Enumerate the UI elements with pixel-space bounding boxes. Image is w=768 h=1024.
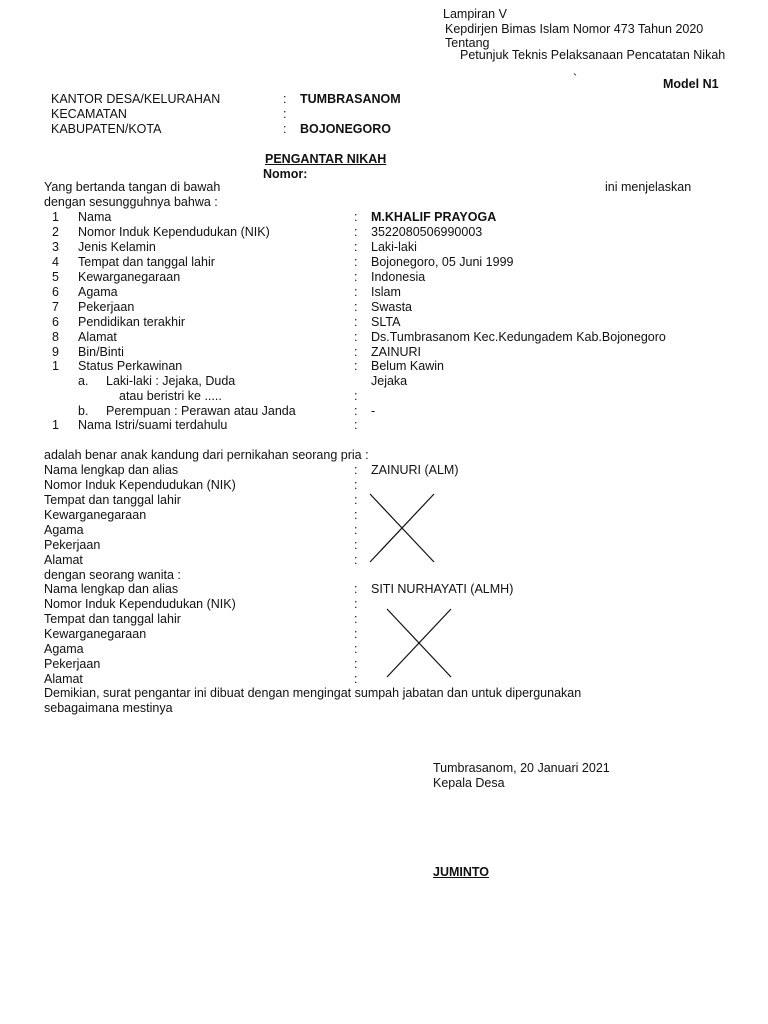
person-value: Belum Kawin	[371, 359, 444, 373]
person-colon: :	[354, 270, 358, 284]
person-colon: :	[354, 389, 358, 403]
person-label: Agama	[78, 285, 118, 299]
mother-colon: :	[354, 612, 358, 626]
father-label: Alamat	[44, 553, 83, 567]
closing-line-2: sebagaimana mestinya	[44, 701, 173, 715]
person-value: SLTA	[371, 315, 401, 329]
mother-strike-cross	[385, 607, 453, 679]
person-num: 1	[52, 359, 59, 373]
person-colon: :	[354, 255, 358, 269]
mother-label: Pekerjaan	[44, 657, 101, 671]
person-num: 5	[52, 270, 59, 284]
office-desa-value: TUMBRASANOM	[300, 92, 401, 106]
person-label: Pendidikan terakhir	[78, 315, 186, 329]
person-value-name: M.KHALIF PRAYOGA	[371, 210, 497, 224]
person-colon: :	[354, 300, 358, 314]
office-kabupaten-value: BOJONEGORO	[300, 122, 391, 136]
mother-colon: :	[354, 657, 358, 671]
attachment-label: Lampiran V	[443, 7, 507, 21]
person-num: 4	[52, 255, 59, 269]
person-colon: :	[354, 345, 358, 359]
mother-colon: :	[354, 642, 358, 656]
father-colon: :	[354, 478, 358, 492]
office-desa-label: KANTOR DESA/KELURAHAN	[51, 92, 221, 106]
mother-label: Alamat	[44, 672, 83, 686]
father-label: Nama lengkap dan alias	[44, 463, 179, 477]
mother-colon: :	[354, 582, 358, 596]
office-kecamatan-colon: :	[283, 107, 287, 121]
form-model: Model N1	[663, 77, 719, 91]
signature-place-date: Tumbrasanom, 20 Januari 2021	[433, 761, 610, 775]
person-colon: :	[354, 210, 358, 224]
mother-colon: :	[354, 597, 358, 611]
mother-colon: :	[354, 672, 358, 686]
document-number: Nomor:	[263, 167, 308, 181]
mother-label: Agama	[44, 642, 84, 656]
person-colon: :	[354, 359, 358, 373]
signatory-name: JUMINTO	[433, 865, 490, 879]
person-value: Jejaka	[371, 374, 408, 388]
mother-label: Nomor Induk Kependudukan (NIK)	[44, 597, 236, 611]
closing-line-1: Demikian, surat pengantar ini dibuat dengan mengingat sumpah jabatan dan untuk dipergunakan	[44, 686, 582, 700]
person-num: 2	[52, 225, 59, 239]
person-sub-marker: a.	[78, 374, 89, 388]
intro-line-1-right: ini menjelaskan	[605, 180, 692, 194]
subject-label: Tentang	[445, 36, 490, 50]
person-label: Kewarganegaraan	[78, 270, 181, 284]
person-colon: :	[354, 404, 358, 418]
mother-label: Nama lengkap dan alias	[44, 582, 179, 596]
office-desa-colon: :	[283, 92, 287, 106]
person-value: Islam	[371, 285, 401, 299]
father-label: Nomor Induk Kependudukan (NIK)	[44, 478, 236, 492]
father-colon: :	[354, 538, 358, 552]
person-value: 3522080506990003	[371, 225, 483, 239]
person-value: -	[371, 404, 376, 418]
person-sub-marker: b.	[78, 404, 89, 418]
person-label: Pekerjaan	[78, 300, 135, 314]
subject-text: Petunjuk Teknis Pelaksanaan Pencatatan Nikah	[460, 48, 726, 62]
person-label: Nama Istri/suami terdahulu	[78, 418, 228, 432]
person-colon: :	[354, 225, 358, 239]
person-label: Jenis Kelamin	[78, 240, 156, 254]
person-colon: :	[354, 330, 358, 344]
person-sub-label: Laki-laki : Jejaka, Duda	[106, 374, 236, 388]
office-kabupaten-label: KABUPATEN/KOTA	[51, 122, 162, 136]
father-label: Pekerjaan	[44, 538, 101, 552]
mother-intro: dengan seorang wanita :	[44, 568, 181, 582]
stray-mark: `	[573, 72, 578, 86]
father-colon: :	[354, 553, 358, 567]
mother-colon: :	[354, 627, 358, 641]
document-title: PENGANTAR NIKAH	[265, 152, 387, 166]
father-label: Tempat dan tanggal lahir	[44, 493, 181, 507]
person-label: Alamat	[78, 330, 117, 344]
person-label: Status Perkawinan	[78, 359, 183, 373]
father-value: ZAINURI (ALM)	[371, 463, 459, 477]
father-label: Agama	[44, 523, 84, 537]
person-num: 1	[52, 210, 59, 224]
intro-line-1: Yang bertanda tangan di bawah	[44, 180, 221, 194]
person-value: Indonesia	[371, 270, 426, 284]
signature-position: Kepala Desa	[433, 776, 505, 790]
mother-label: Tempat dan tanggal lahir	[44, 612, 181, 626]
intro-line-2: dengan sesungguhnya bahwa :	[44, 195, 218, 209]
person-num: 8	[52, 330, 59, 344]
father-colon: :	[354, 523, 358, 537]
father-colon: :	[354, 493, 358, 507]
person-sub-label: Perempuan : Perawan atau Janda	[106, 404, 296, 418]
mother-value: SITI NURHAYATI (ALMH)	[371, 582, 514, 596]
person-num: 3	[52, 240, 59, 254]
person-num: 1	[52, 418, 59, 432]
person-value: ZAINURI	[371, 345, 421, 359]
person-value: Ds.Tumbrasanom Kec.Kedungadem Kab.Bojonegoro	[371, 330, 666, 344]
person-num: 9	[52, 345, 59, 359]
office-kabupaten-colon: :	[283, 122, 287, 136]
decree-reference: Kepdirjen Bimas Islam Nomor 473 Tahun 2020	[445, 22, 704, 36]
father-strike-cross	[368, 492, 436, 564]
father-label: Kewarganegaraan	[44, 508, 147, 522]
person-label: Tempat dan tanggal lahir	[78, 255, 215, 269]
person-label: Nama	[78, 210, 112, 224]
person-label: Nomor Induk Kependudukan (NIK)	[78, 225, 270, 239]
person-value: Bojonegoro, 05 Juni 1999	[371, 255, 514, 269]
person-sub-label: atau beristri ke .....	[119, 389, 222, 403]
person-colon: :	[354, 315, 358, 329]
mother-label: Kewarganegaraan	[44, 627, 147, 641]
person-num: 6	[52, 315, 59, 329]
person-label: Bin/Binti	[78, 345, 124, 359]
person-value: Laki-laki	[371, 240, 417, 254]
person-colon: :	[354, 418, 358, 432]
office-kecamatan-label: KECAMATAN	[51, 107, 127, 121]
father-colon: :	[354, 463, 358, 477]
person-num: 6	[52, 285, 59, 299]
person-colon: :	[354, 240, 358, 254]
person-colon: :	[354, 285, 358, 299]
father-colon: :	[354, 508, 358, 522]
person-num: 7	[52, 300, 59, 314]
person-value: Swasta	[371, 300, 412, 314]
father-intro: adalah benar anak kandung dari pernikahan seorang pria :	[44, 448, 369, 462]
